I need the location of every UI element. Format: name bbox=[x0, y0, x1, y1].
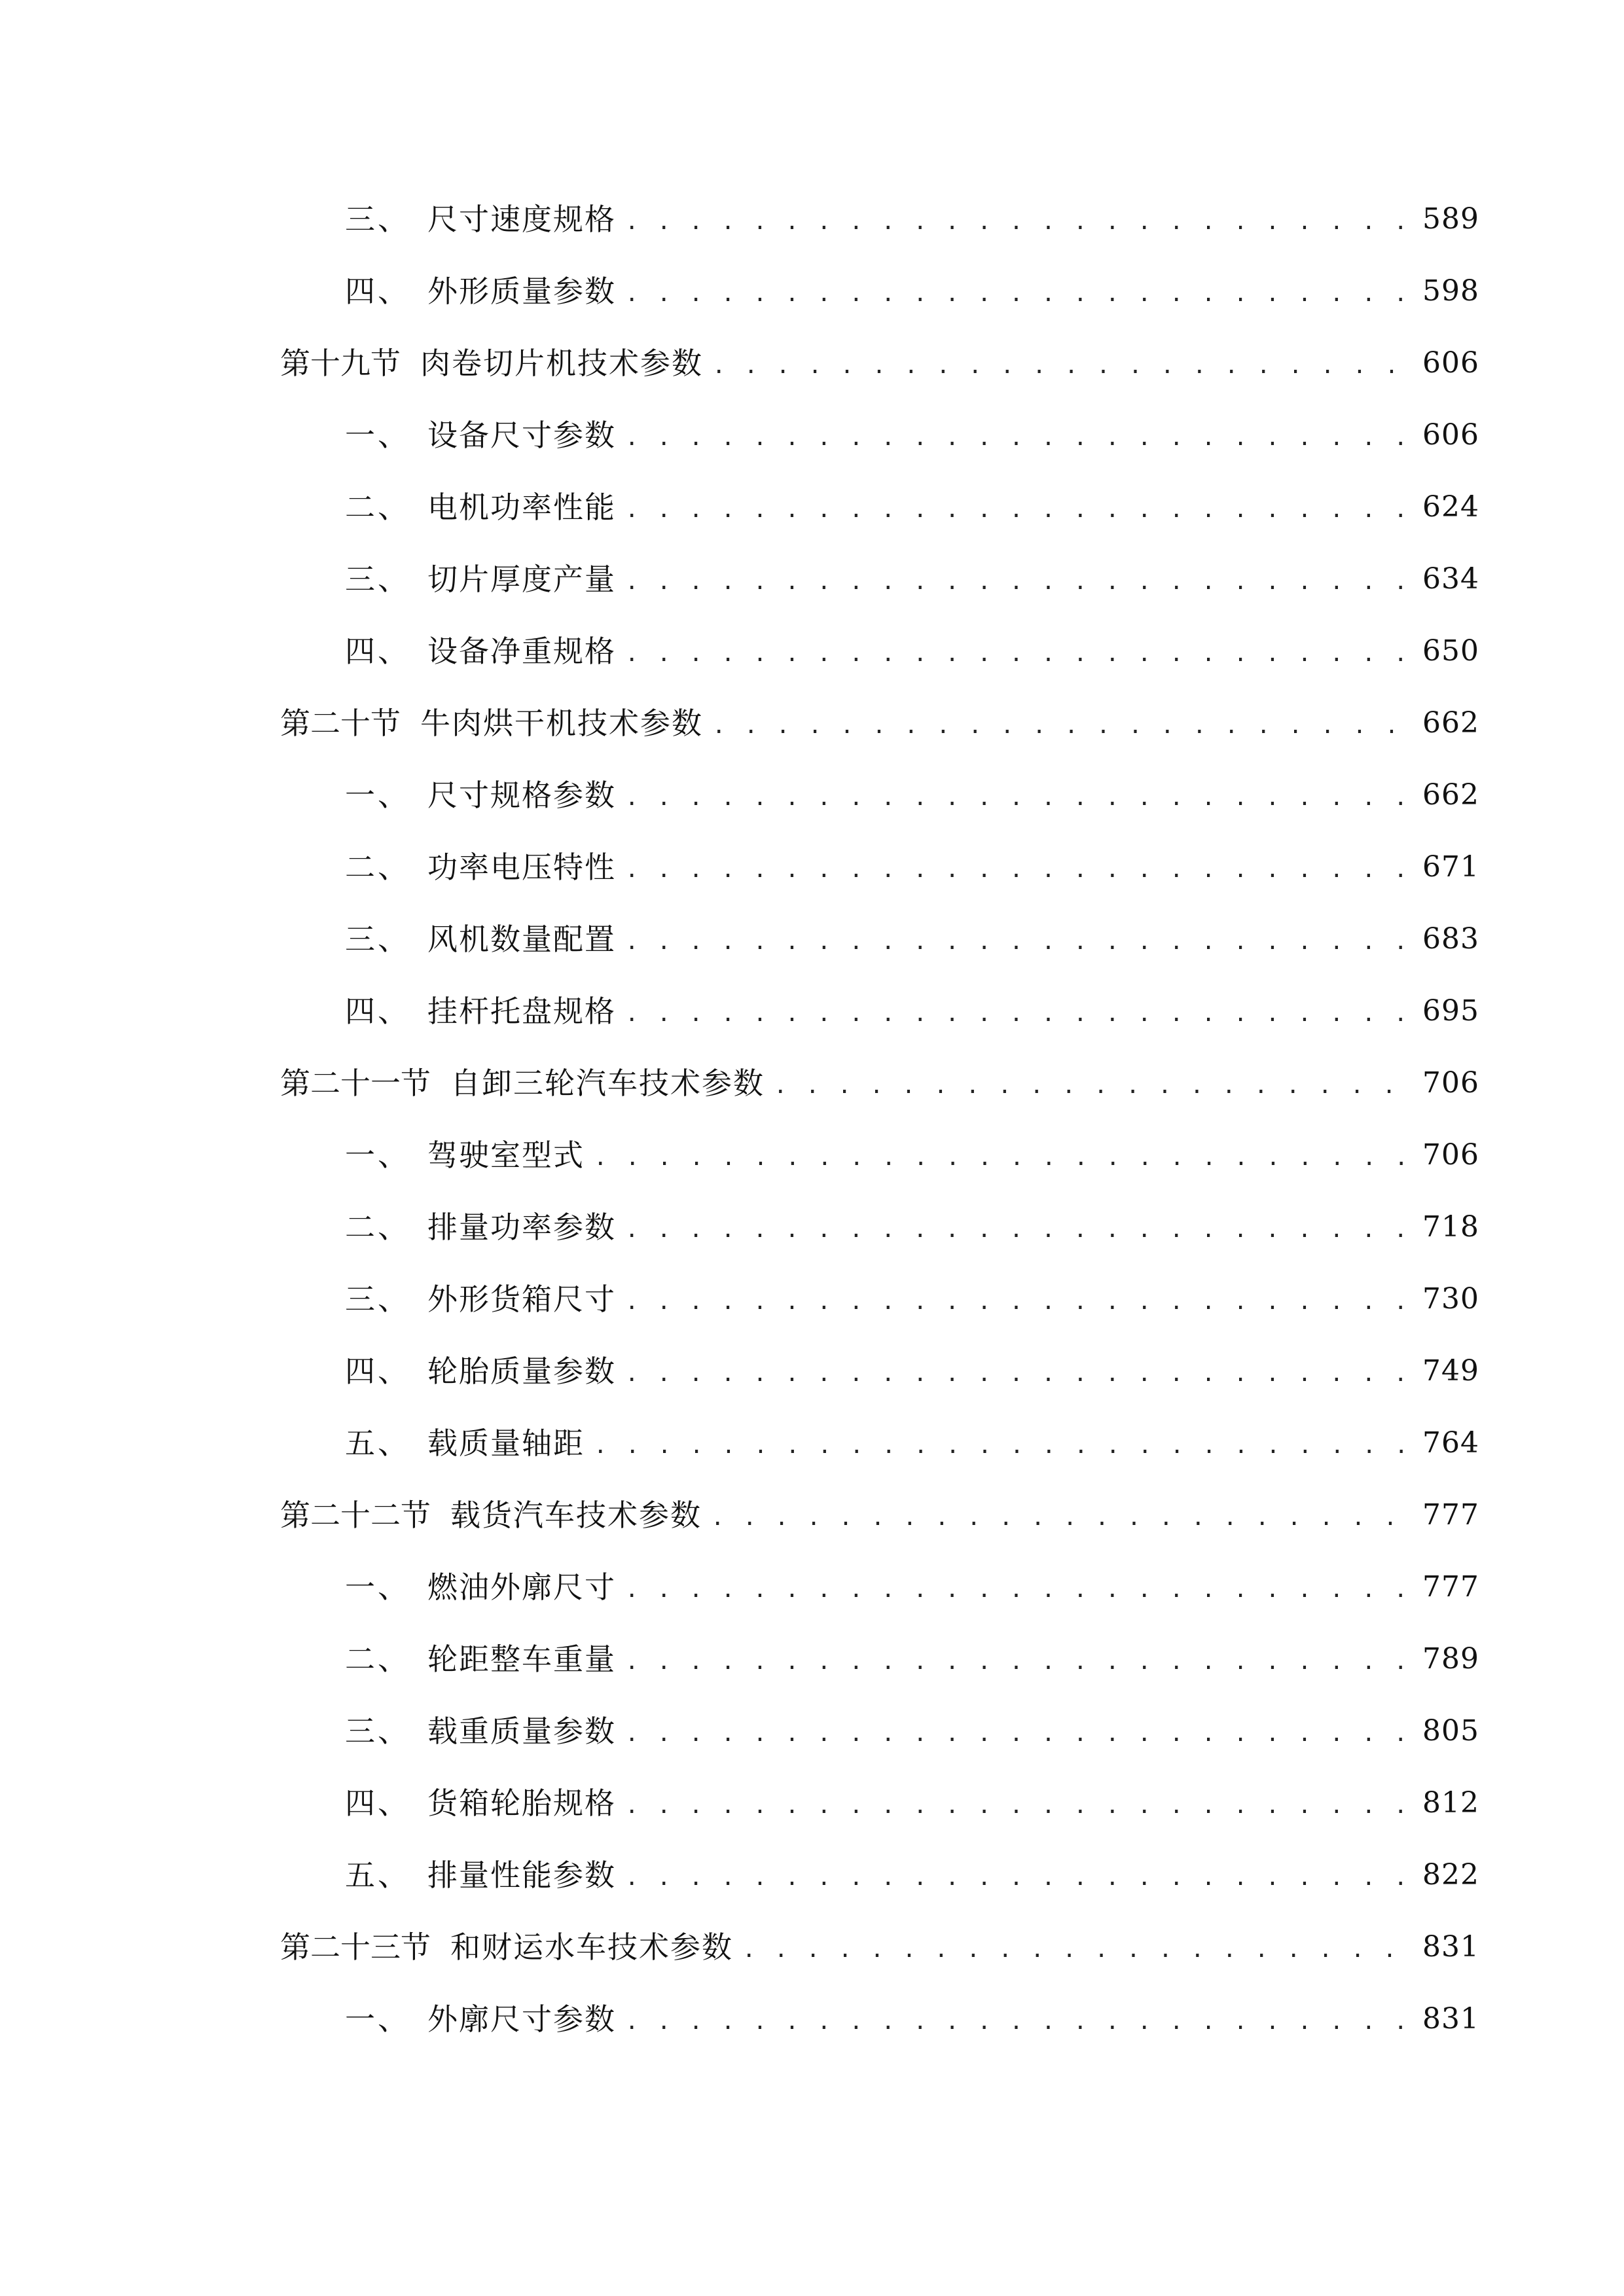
toc-section-number: 第二十一节 bbox=[280, 1066, 431, 1101]
toc-entry[interactable] bbox=[280, 1119, 1479, 1191]
toc-dot-leader bbox=[625, 2004, 1413, 2034]
toc-section[interactable] bbox=[280, 1479, 1479, 1551]
toc-entry-page: 812 bbox=[1422, 1786, 1479, 1820]
table-of-contents bbox=[280, 183, 1479, 2055]
toc-entry-title: 载重质量参数 bbox=[427, 1713, 616, 1749]
toc-entry-number: 二、 bbox=[345, 1210, 410, 1245]
toc-entry-title: 风机数量配置 bbox=[427, 922, 616, 957]
toc-entry-number: 五、 bbox=[345, 1857, 410, 1893]
toc-dot-leader bbox=[712, 348, 1413, 378]
toc-entry-number: 三、 bbox=[345, 562, 410, 597]
toc-entry-number: 二、 bbox=[345, 850, 410, 885]
toc-entry-page: 606 bbox=[1422, 418, 1479, 452]
toc-entry-title: 外形货箱尺寸 bbox=[427, 1282, 616, 1317]
toc-section[interactable] bbox=[280, 687, 1479, 759]
toc-entry-page: 634 bbox=[1422, 562, 1479, 596]
toc-entry-number: 四、 bbox=[345, 994, 410, 1029]
toc-entry[interactable] bbox=[280, 1695, 1479, 1767]
toc-entry[interactable] bbox=[280, 831, 1479, 903]
toc-entry-page: 777 bbox=[1422, 1570, 1479, 1604]
toc-entry[interactable] bbox=[280, 903, 1479, 975]
toc-entry-page: 718 bbox=[1422, 1210, 1479, 1244]
toc-entry-title: 设备尺寸参数 bbox=[427, 418, 616, 453]
toc-entry-title: 货箱轮胎规格 bbox=[427, 1785, 616, 1821]
toc-section-title: 肉卷切片机技术参数 bbox=[420, 346, 703, 381]
toc-section[interactable] bbox=[280, 1047, 1479, 1119]
toc-entry[interactable] bbox=[280, 1551, 1479, 1623]
toc-entry-title: 尺寸规格参数 bbox=[427, 778, 616, 813]
toc-entry[interactable] bbox=[280, 183, 1479, 255]
toc-entry-page: 789 bbox=[1422, 1642, 1479, 1676]
toc-entry[interactable] bbox=[280, 471, 1479, 543]
toc-entry[interactable] bbox=[280, 1191, 1479, 1263]
toc-section-number: 第二十三节 bbox=[280, 1929, 431, 1965]
toc-entry-title: 外形质量参数 bbox=[427, 274, 616, 309]
toc-section-title: 和财运水车技术参数 bbox=[450, 1929, 733, 1965]
toc-entry-number: 三、 bbox=[345, 1713, 410, 1749]
toc-dot-leader bbox=[625, 1860, 1413, 1890]
toc-section-number: 第十九节 bbox=[280, 346, 401, 381]
toc-dot-leader bbox=[625, 1716, 1413, 1746]
toc-section-page: 777 bbox=[1422, 1498, 1479, 1532]
toc-dot-leader bbox=[625, 1284, 1413, 1314]
toc-section-page: 831 bbox=[1422, 1930, 1479, 1964]
toc-entry-number: 四、 bbox=[345, 634, 410, 669]
toc-entry[interactable] bbox=[280, 1407, 1479, 1479]
toc-dot-leader bbox=[625, 780, 1413, 810]
toc-entry-page: 683 bbox=[1422, 922, 1479, 956]
toc-entry-page: 764 bbox=[1422, 1426, 1479, 1460]
toc-section-title: 载货汽车技术参数 bbox=[450, 1498, 702, 1533]
toc-dot-leader bbox=[625, 1644, 1413, 1674]
toc-section-title: 牛肉烘干机技术参数 bbox=[420, 706, 703, 741]
toc-dot-leader bbox=[625, 924, 1413, 954]
toc-dot-leader bbox=[625, 636, 1413, 666]
toc-entry[interactable] bbox=[280, 399, 1479, 471]
toc-section-number: 第二十节 bbox=[280, 706, 401, 741]
toc-dot-leader bbox=[625, 492, 1413, 522]
toc-entry-title: 驾驶室型式 bbox=[427, 1138, 585, 1173]
toc-entry-page: 598 bbox=[1422, 274, 1479, 308]
toc-entry[interactable] bbox=[280, 255, 1479, 327]
toc-entry-title: 切片厚度产量 bbox=[427, 562, 616, 597]
toc-entry-number: 三、 bbox=[345, 202, 410, 237]
toc-dot-leader bbox=[594, 1428, 1413, 1458]
toc-dot-leader bbox=[594, 1140, 1413, 1170]
toc-section[interactable] bbox=[280, 327, 1479, 399]
toc-entry[interactable] bbox=[280, 1767, 1479, 1839]
toc-entry-title: 载质量轴距 bbox=[427, 1426, 585, 1461]
toc-entry-title: 挂杆托盘规格 bbox=[427, 994, 616, 1029]
toc-entry-page: 749 bbox=[1422, 1354, 1479, 1388]
toc-entry[interactable] bbox=[280, 1263, 1479, 1335]
toc-entry-title: 电机功率性能 bbox=[427, 490, 616, 525]
toc-entry-page: 662 bbox=[1422, 778, 1479, 812]
toc-entry-page: 706 bbox=[1422, 1138, 1479, 1172]
toc-section-page: 662 bbox=[1422, 706, 1479, 740]
toc-entry-title: 排量功率参数 bbox=[427, 1210, 616, 1245]
toc-entry-page: 805 bbox=[1422, 1714, 1479, 1748]
toc-entry-page: 671 bbox=[1422, 850, 1479, 884]
toc-dot-leader bbox=[712, 708, 1413, 738]
toc-entry-number: 二、 bbox=[345, 490, 410, 525]
toc-entry-number: 一、 bbox=[345, 1138, 410, 1173]
toc-entry-page: 650 bbox=[1422, 634, 1479, 668]
toc-section[interactable] bbox=[280, 1911, 1479, 1983]
toc-entry-title: 尺寸速度规格 bbox=[427, 202, 616, 237]
toc-section-title: 自卸三轮汽车技术参数 bbox=[450, 1066, 765, 1101]
toc-entry-page: 730 bbox=[1422, 1282, 1479, 1316]
toc-entry-number: 四、 bbox=[345, 274, 410, 309]
toc-entry-title: 排量性能参数 bbox=[427, 1857, 616, 1893]
toc-entry[interactable] bbox=[280, 975, 1479, 1047]
toc-entry-page: 624 bbox=[1422, 490, 1479, 524]
toc-dot-leader bbox=[774, 1068, 1413, 1098]
toc-entry-number: 一、 bbox=[345, 778, 410, 813]
toc-entry-number: 一、 bbox=[345, 2001, 410, 2037]
toc-entry-page: 695 bbox=[1422, 994, 1479, 1028]
toc-entry-number: 二、 bbox=[345, 1641, 410, 1677]
toc-section-page: 706 bbox=[1422, 1066, 1479, 1100]
toc-dot-leader bbox=[625, 564, 1413, 594]
toc-entry-number: 三、 bbox=[345, 922, 410, 957]
toc-dot-leader bbox=[742, 1932, 1413, 1962]
toc-entry-number: 五、 bbox=[345, 1426, 410, 1461]
toc-entry[interactable] bbox=[280, 1623, 1479, 1695]
toc-entry[interactable] bbox=[280, 543, 1479, 615]
toc-entry-title: 燃油外廓尺寸 bbox=[427, 1570, 616, 1605]
toc-dot-leader bbox=[711, 1500, 1413, 1530]
toc-entry-number: 一、 bbox=[345, 1570, 410, 1605]
toc-dot-leader bbox=[625, 276, 1413, 306]
toc-entry-title: 轮胎质量参数 bbox=[427, 1354, 616, 1389]
toc-entry-title: 设备净重规格 bbox=[427, 634, 616, 669]
toc-entry-title: 轮距整车重量 bbox=[427, 1641, 616, 1677]
toc-dot-leader bbox=[625, 1788, 1413, 1818]
toc-dot-leader bbox=[625, 204, 1413, 234]
toc-dot-leader bbox=[625, 852, 1413, 882]
toc-entry-title: 外廓尺寸参数 bbox=[427, 2001, 616, 2037]
toc-entry-page: 831 bbox=[1422, 2002, 1479, 2036]
toc-entry[interactable] bbox=[280, 1335, 1479, 1407]
toc-entry-number: 三、 bbox=[345, 1282, 410, 1317]
toc-entry-page: 822 bbox=[1422, 1858, 1479, 1892]
toc-entry-number: 一、 bbox=[345, 418, 410, 453]
toc-entry-page: 589 bbox=[1422, 202, 1479, 236]
toc-entry-number: 四、 bbox=[345, 1785, 410, 1821]
toc-entry[interactable] bbox=[280, 1839, 1479, 1911]
toc-entry[interactable] bbox=[280, 759, 1479, 831]
toc-dot-leader bbox=[625, 996, 1413, 1026]
toc-section-page: 606 bbox=[1422, 346, 1479, 380]
toc-section-number: 第二十二节 bbox=[280, 1498, 431, 1533]
toc-dot-leader bbox=[625, 1572, 1413, 1602]
toc-dot-leader bbox=[625, 1356, 1413, 1386]
toc-dot-leader bbox=[625, 420, 1413, 450]
toc-entry[interactable] bbox=[280, 1983, 1479, 2055]
toc-dot-leader bbox=[625, 1212, 1413, 1242]
toc-entry[interactable] bbox=[280, 615, 1479, 687]
toc-entry-number: 四、 bbox=[345, 1354, 410, 1389]
toc-entry-title: 功率电压特性 bbox=[427, 850, 616, 885]
